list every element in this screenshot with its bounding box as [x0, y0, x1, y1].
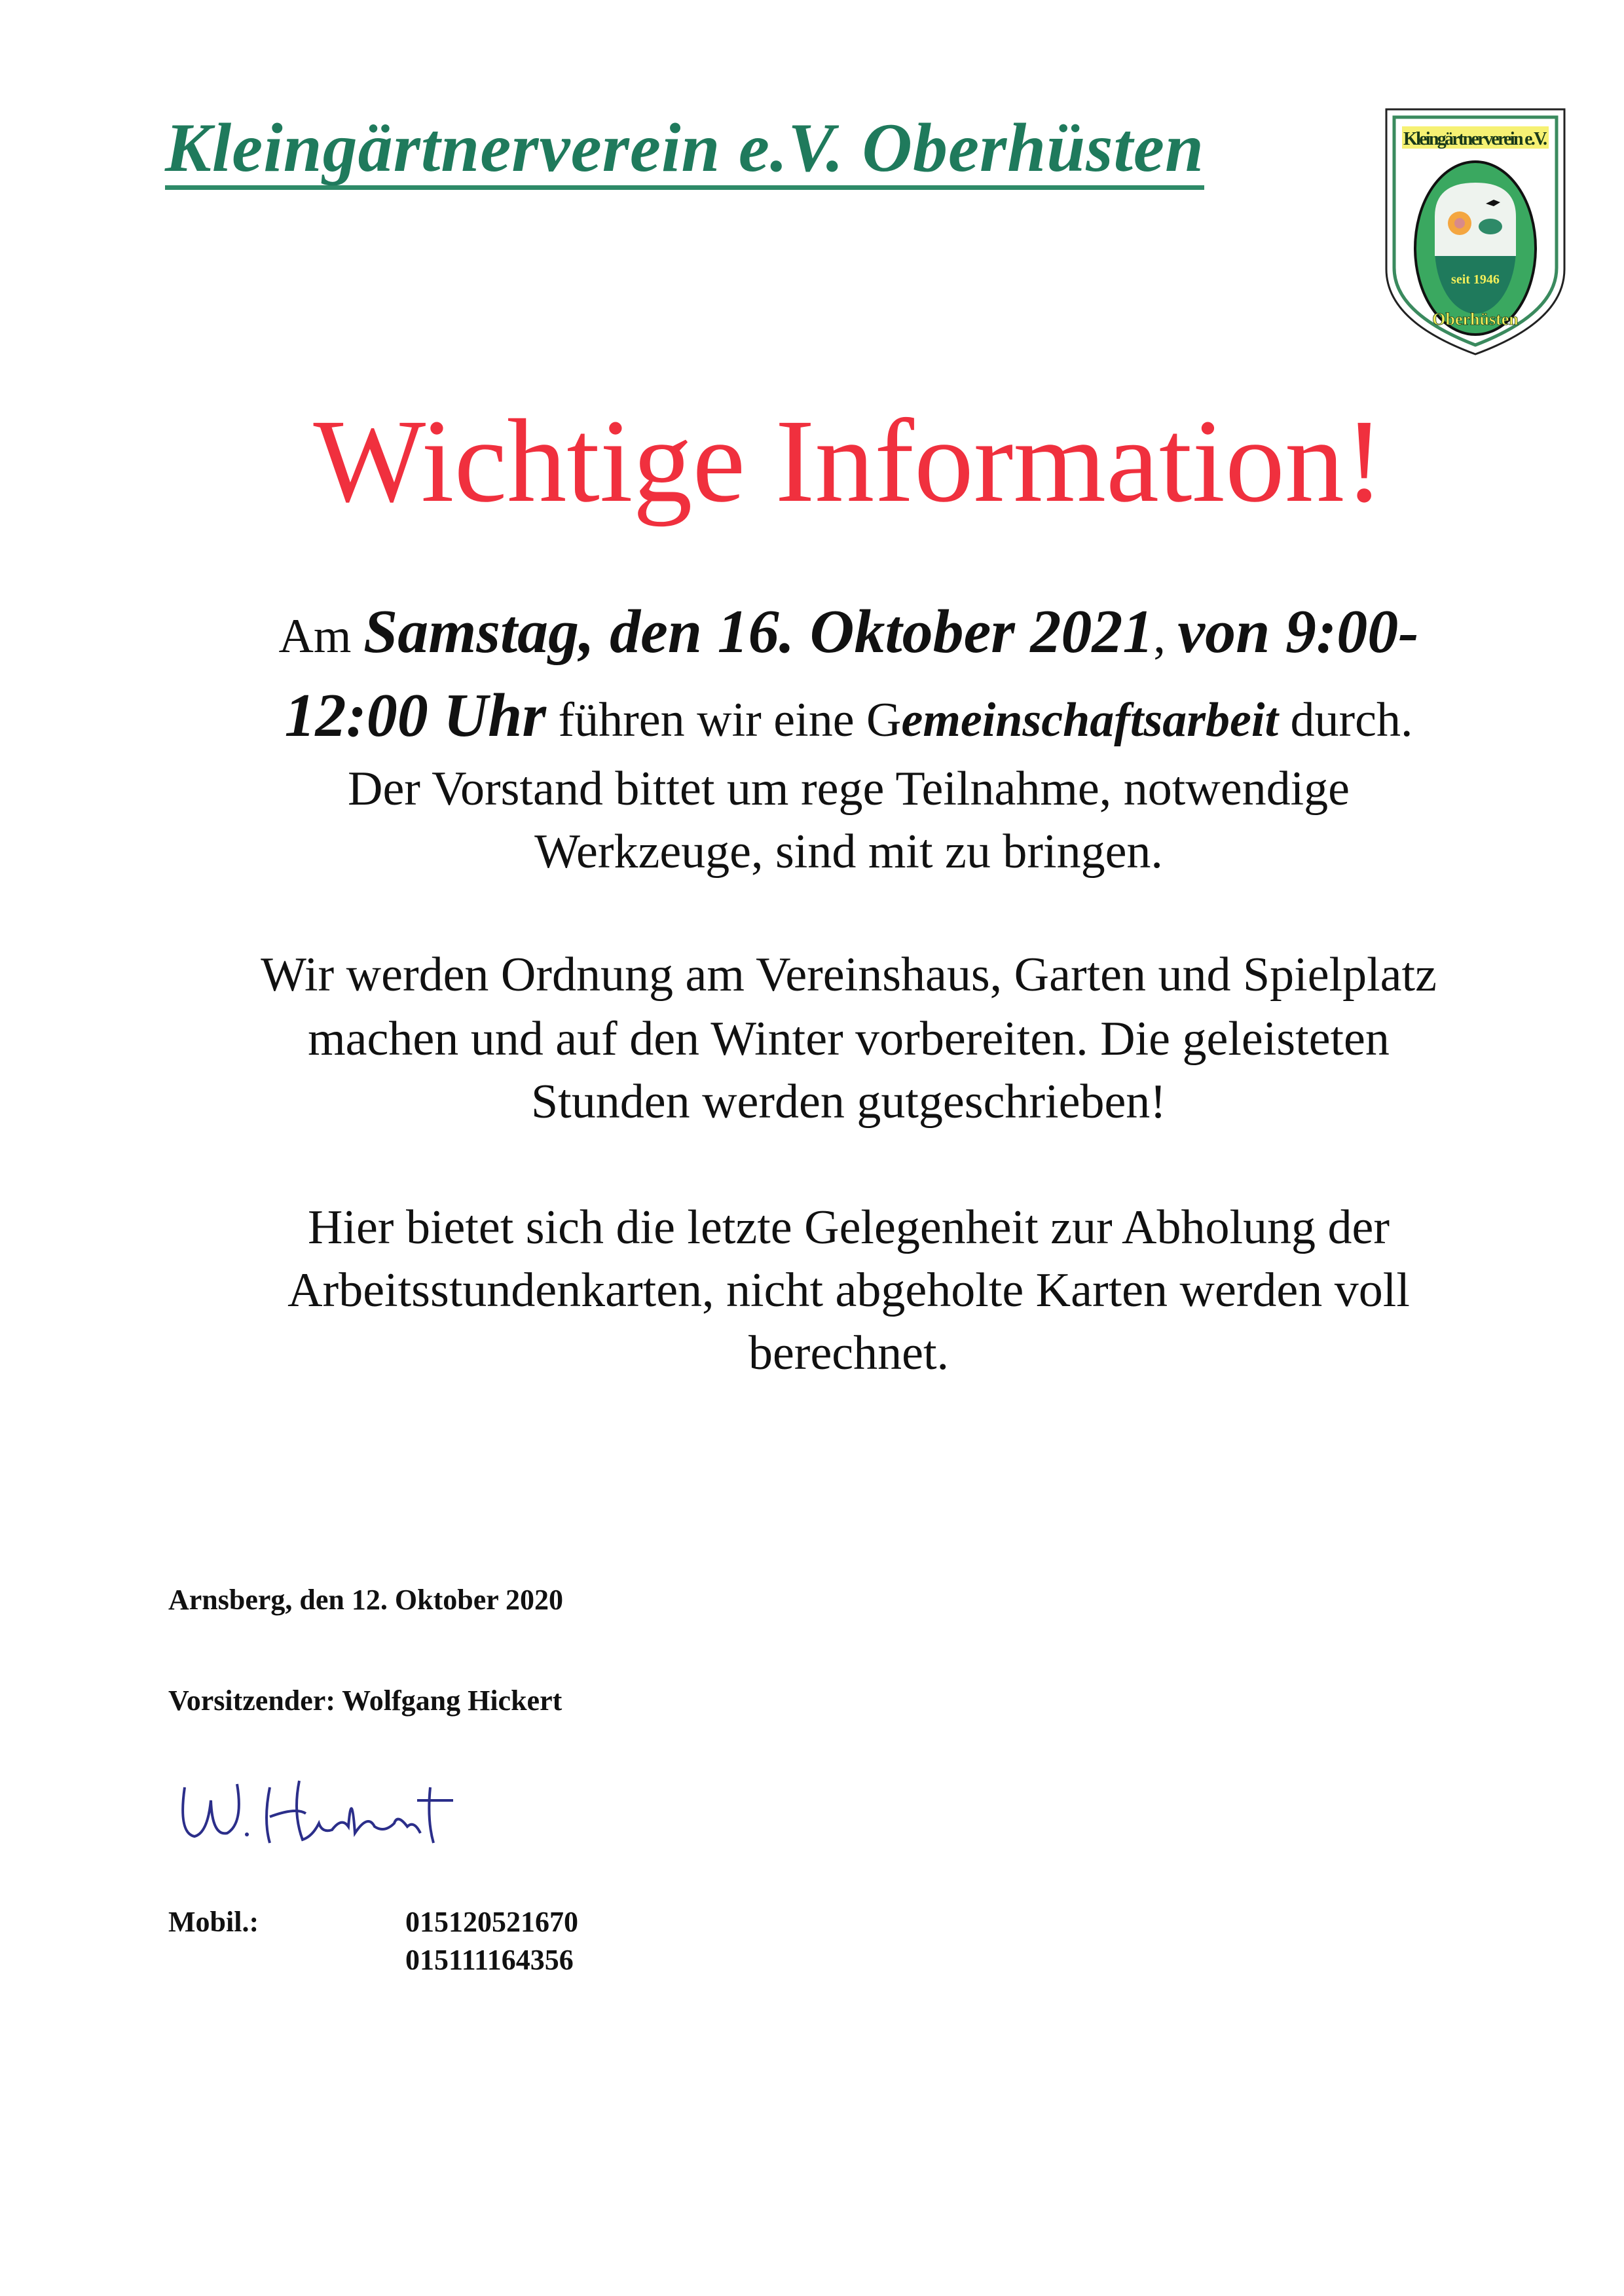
event-line-1	[0, 598, 1624, 666]
place-date: Arnsberg, den 12. Oktober 2020	[168, 1584, 563, 1616]
phone-number: 015111164356	[405, 1944, 574, 1976]
event-date: Samstag, den 16. Oktober 2021	[363, 598, 1154, 666]
paragraph3-line: Arbeitsstundenkarten, nicht abgeholte Karten werden voll	[287, 1264, 1410, 1317]
paragraph2-line: Wir werden Ordnung am Vereinshaus, Garten und Spielplatz	[261, 948, 1437, 1002]
text: ,	[1153, 610, 1178, 663]
signature	[172, 1761, 473, 1859]
chair-name: Vorsitzender: Wolfgang Hickert	[168, 1685, 563, 1717]
event-time-start: von 9:00-	[1177, 598, 1419, 666]
phone-number: 015120521670	[405, 1906, 578, 1938]
event-line-2	[0, 682, 1624, 750]
paragraph3-line: berechnet.	[748, 1326, 950, 1380]
paragraph2-line: machen und auf den Winter vorbereiten. Die geleisteten	[308, 1012, 1390, 1066]
headline: Wichtige Information!	[313, 395, 1384, 527]
paragraph3-line: Hier bietet sich die letzte Gelegenheit zur Abholung der	[307, 1201, 1390, 1254]
club-logo	[1382, 105, 1568, 358]
svg-text:Kleingärtnerverein e.V.: Kleingärtnerverein e.V.	[1403, 129, 1547, 149]
mobile-label: Mobil.:	[168, 1906, 259, 1938]
paragraph2-line: Stunden werden gutgeschrieben!	[531, 1075, 1166, 1129]
event-line-3: Der Vorstand bittet um rege Teilnahme, notwendige	[348, 762, 1350, 816]
event-type: emeinschaftsarbeit	[901, 693, 1279, 747]
svg-text:seit 1946: seit 1946	[1451, 272, 1500, 287]
text: Am	[278, 610, 363, 663]
text: durch.	[1278, 693, 1413, 747]
svg-text:Oberhüsten: Oberhüsten	[1432, 310, 1519, 329]
event-line-4: Werkzeuge, sind mit zu bringen.	[534, 825, 1163, 879]
text: führen wir eine G	[546, 693, 902, 747]
event-time-end: 12:00 Uhr	[284, 682, 547, 750]
club-name-heading: Kleingärtnerverein e.V. Oberhüsten	[165, 111, 1204, 190]
